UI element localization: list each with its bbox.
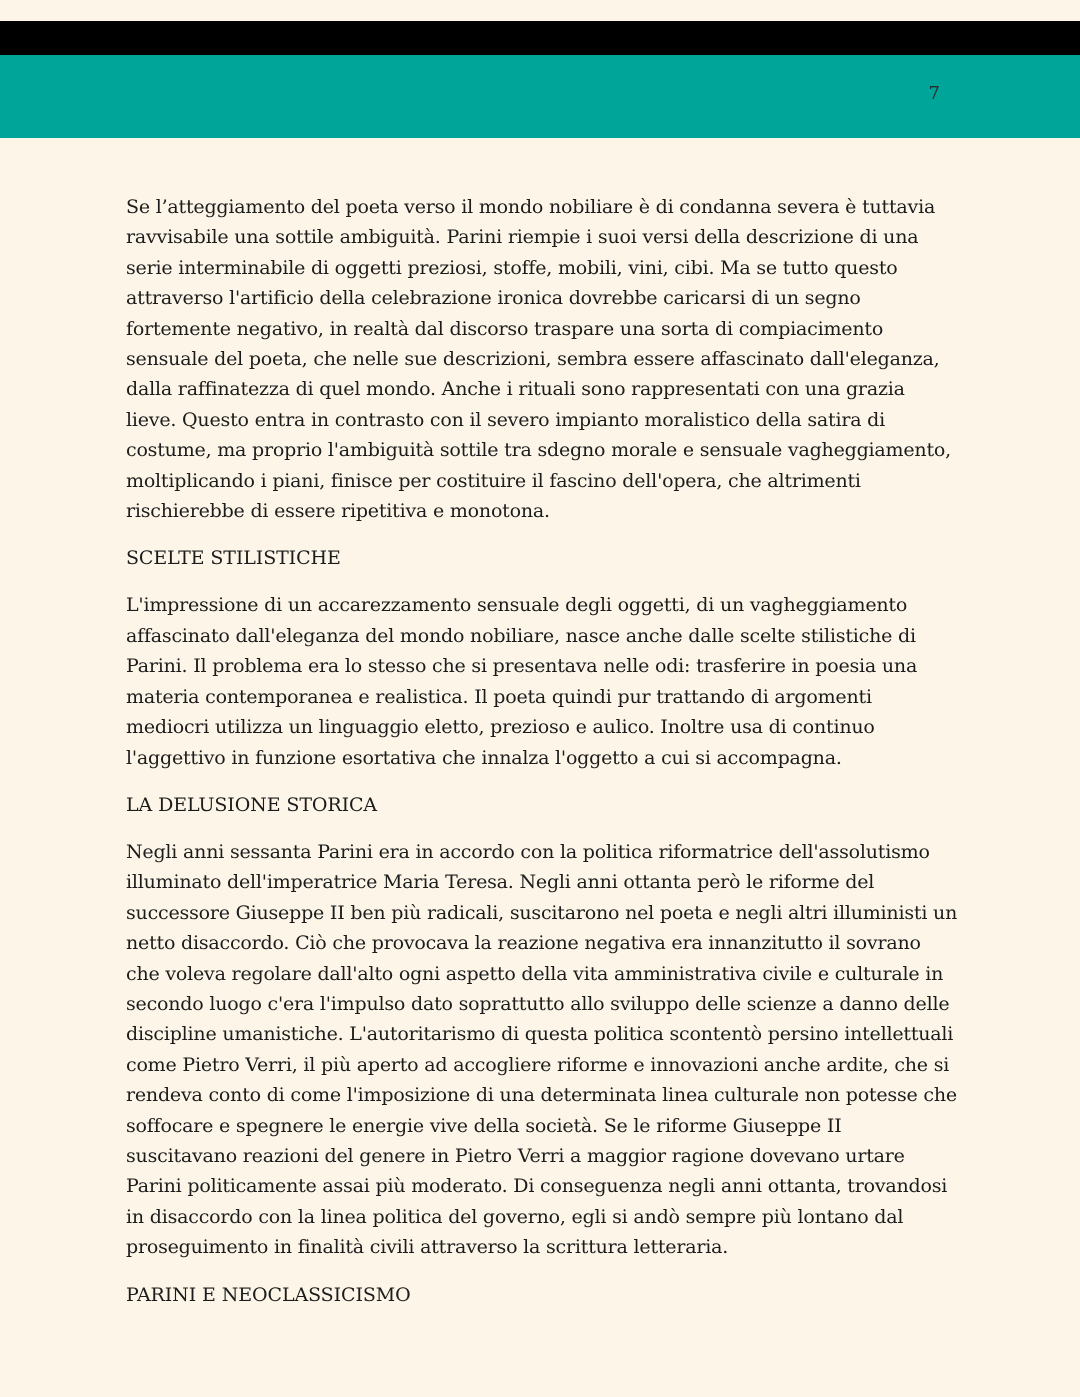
header-band: [0, 55, 1080, 138]
document-body: [126, 192, 958, 1310]
page-number: 7: [928, 83, 940, 104]
paragraph-ambiguity: Se l’atteggiamento del poeta verso il mondo nobiliare è di condanna severa è tuttavia ravvisabile una sottile ambiguità. Parini riempie i suoi versi della descrizione di una serie interminabile di oggetti preziosi, stoffe, mobili, vini, cibi. Ma se tutto questo attraverso l'artificio della celebrazione ironica dovrebbe caricarsi di un segno fortemente negativo, in realtà dal discorso traspare una sorta di compiacimento sensuale del poeta, che nelle sue descrizioni, sembra essere affascinato dall'eleganza, dalla raffinatezza di quel mondo. Anche i rituali sono rappresentati con una grazia lieve. Questo entra in contrasto con il severo impianto moralistico della satira di costume, ma proprio l'ambiguità sottile tra sdegno morale e sensuale vagheggiamento, moltiplicando i piani, finisce per costituire il fascino dell'opera, che altrimenti rischierebbe di essere ripetitiva e monotona.: [126, 196, 951, 523]
paragraph-scelte-stilistiche: L'impressione di un accarezzamento sensuale degli oggetti, di un vagheggiamento affascinato dall'eleganza del mondo nobiliare, nasce anche dalle scelte stilistiche di Parini. Il problema era lo stesso che si presentava nelle odi: trasferire in poesia una materia contemporanea e realistica. Il poeta quindi pur trattando di argomenti mediocri utilizza un linguaggio eletto, prezioso e aulico. Inoltre usa di continuo l'aggettivo in funzione esortativa che innalza l'oggetto a cui si accompagna.: [126, 594, 918, 769]
section-heading-delusione-storica: LA DELUSIONE STORICA: [126, 793, 378, 816]
section-heading-neoclassicismo: PARINI E NEOCLASSICISMO: [126, 1283, 411, 1306]
section-heading-scelte-stilistiche: SCELTE STILISTICHE: [126, 547, 341, 570]
top-black-bar: [0, 21, 1080, 55]
paragraph-delusione-storica: Negli anni sessanta Parini era in accordo con la politica riformatrice dell'assolutismo illuminato dell'imperatrice Maria Teresa. Negli anni ottanta però le riforme del successore Giuseppe II ben più radicali, suscitarono nel poeta e negli altri illuministi un netto disaccordo. Ciò che provocava la reazione negativa era innanzitutto il sovrano che voleva regolare dall'alto ogni aspetto della vita amministrativa civile e culturale in secondo luogo c'era l'impulso dato soprattutto allo sviluppo delle scienze a danno delle discipline umanistiche. L'autoritarismo di questa politica scontentò persino intellettuali come Pietro Verri, il più aperto ad accogliere riforme e innovazioni anche ardite, che si rendeva conto di come l'imposizione di una determinata linea culturale non potesse che soffocare e spegnere le energie vive della società. Se le riforme Giuseppe II suscitavano reazioni del genere in Pietro Verri a maggior ragione dovevano urtare Parini politicamente assai più moderato. Di conseguenza negli anni ottanta, trovandosi in disaccordo con la linea politica del governo, egli si andò sempre più lontano dal proseguimento in finalità civili attraverso la scrittura letteraria.: [126, 840, 958, 1259]
